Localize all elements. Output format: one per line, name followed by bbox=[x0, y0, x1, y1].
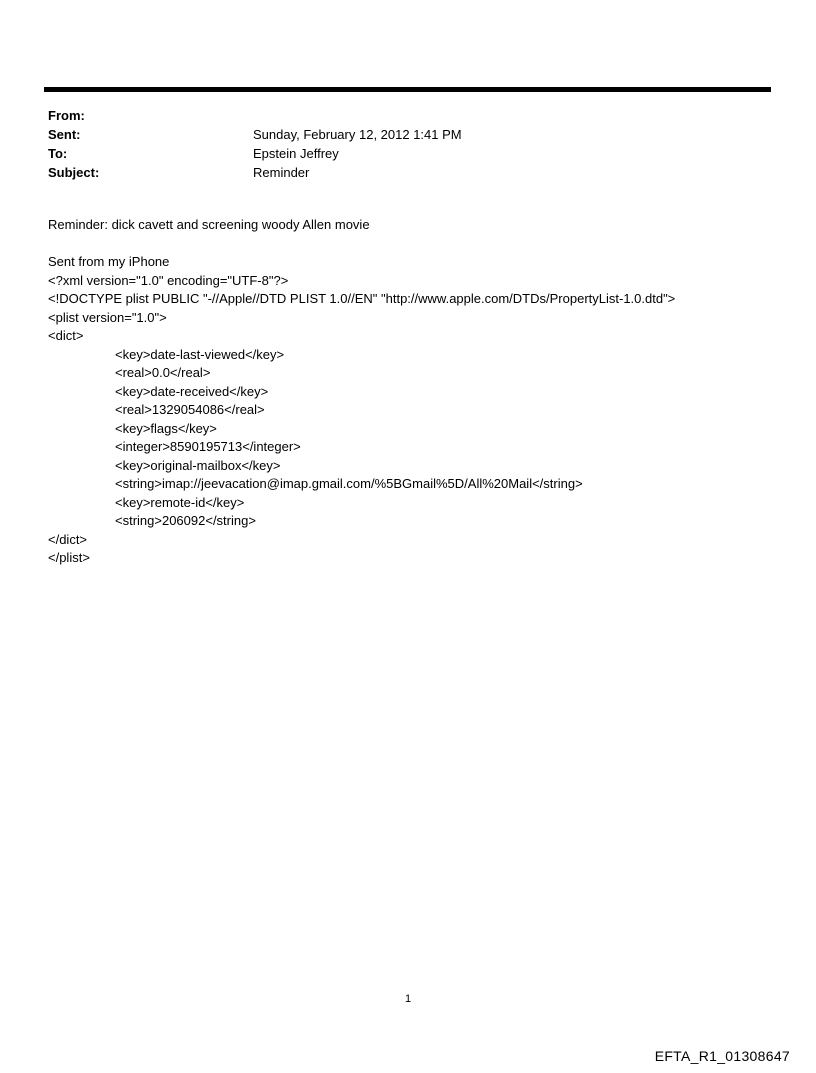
body-line: <key>remote-id</key> bbox=[115, 494, 245, 510]
email-header bbox=[48, 106, 771, 182]
body-line: <real>1329054086</real> bbox=[115, 402, 265, 417]
body-line: Reminder: dick cavett and screening woody Allen movie bbox=[48, 217, 370, 232]
body-line: <string>imap://jeevacation@imap.gmail.com/%5BGmail%5D/All%20Mail</string> bbox=[115, 476, 583, 491]
body-line: <key>flags</key> bbox=[115, 420, 217, 436]
subject-label: Subject: bbox=[48, 165, 100, 180]
body-line: </plist> bbox=[48, 550, 90, 565]
body-line: <integer>8590195713</integer> bbox=[115, 439, 301, 454]
body-line: <dict> bbox=[48, 328, 84, 343]
body-line: <key>date-received</key> bbox=[115, 383, 269, 399]
body-line: <string>206092</string> bbox=[115, 513, 256, 528]
body-line: <plist version="1.0"> bbox=[48, 309, 167, 325]
sent-label: Sent: bbox=[48, 127, 81, 142]
from-label: From: bbox=[48, 108, 85, 123]
header-row-subject bbox=[48, 163, 771, 182]
body-line: <key>original-mailbox</key> bbox=[115, 457, 281, 473]
header-row-sent bbox=[48, 125, 771, 144]
body-line: <real>0.0</real> bbox=[115, 365, 211, 380]
body-line: Sent from my iPhone bbox=[48, 254, 170, 269]
to-label: To: bbox=[48, 146, 68, 161]
email-body bbox=[48, 216, 771, 568]
to-value: Epstein Jeffrey bbox=[253, 146, 339, 161]
header-divider-rule bbox=[44, 87, 771, 92]
body-line-blank bbox=[48, 235, 771, 254]
body-line: <?xml version="1.0" encoding="UTF-8"?> bbox=[48, 272, 289, 288]
page-number: 1 bbox=[404, 993, 412, 1005]
body-line: <key>date-last-viewed</key> bbox=[115, 346, 285, 362]
header-row-to bbox=[48, 144, 771, 163]
subject-value: Reminder bbox=[253, 165, 310, 180]
body-line: <!DOCTYPE plist PUBLIC "-//Apple//DTD PLIST 1.0//EN" "http://www.apple.com/DTDs/PropertyList-1.0.dtd"> bbox=[48, 291, 676, 306]
header-row-from bbox=[48, 106, 771, 125]
bates-number: EFTA_R1_01308647 bbox=[654, 1048, 790, 1064]
sent-value: Sunday, February 12, 2012 1:41 PM bbox=[253, 127, 462, 142]
body-line: </dict> bbox=[48, 531, 88, 547]
